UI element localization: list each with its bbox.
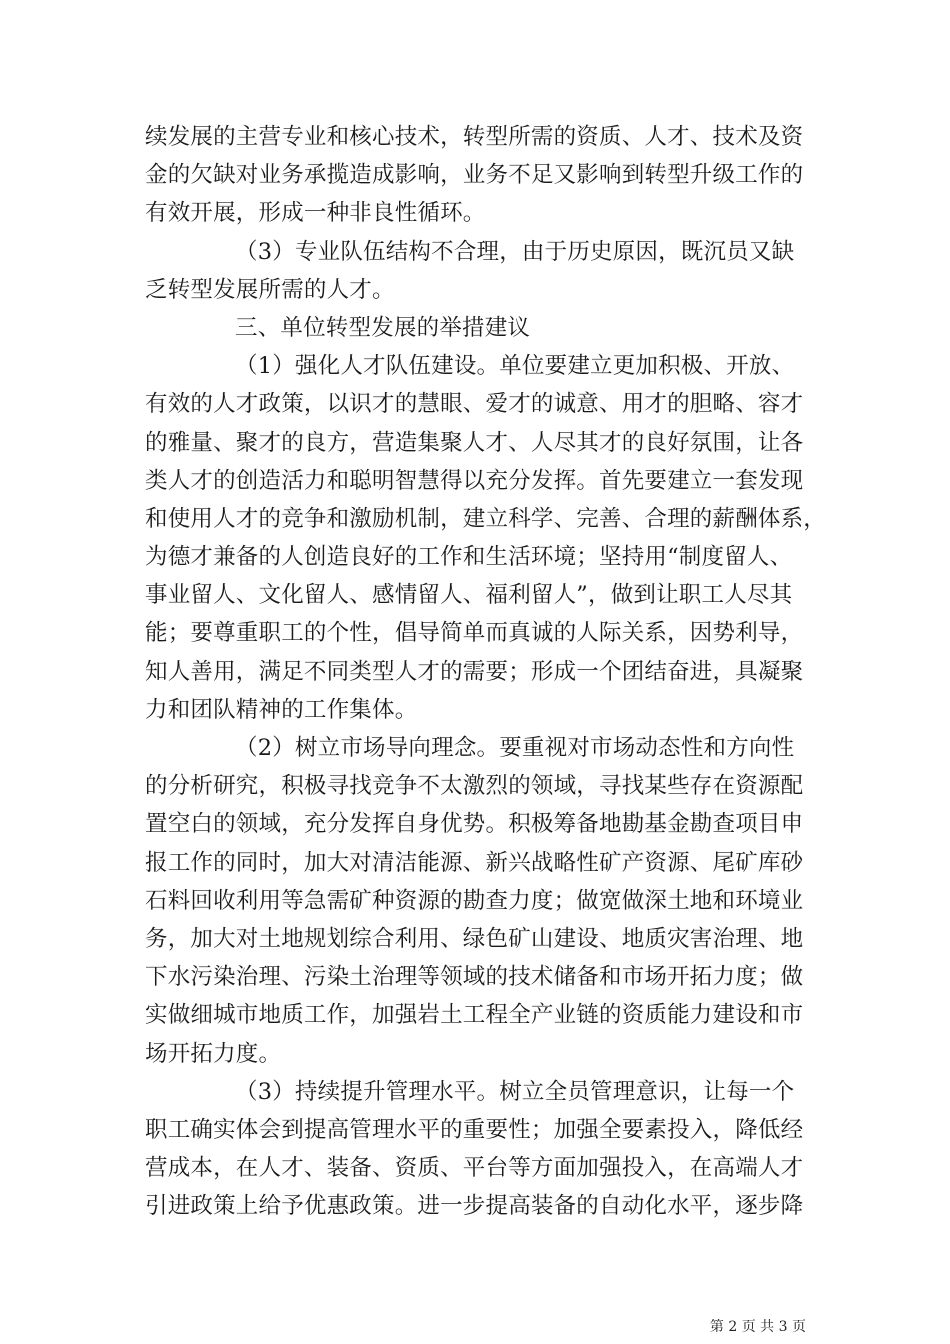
text-line: 类人才的创造活力和聪明智慧得以充分发挥。首先要建立一套发现 <box>145 467 804 494</box>
text-line: 为德才兼备的人创造良好的工作和生活环境；坚持用“制度留人、 <box>145 544 793 571</box>
text-line: 营成本，在人才、装备、资质、平台等方面加强投入，在高端人才 <box>145 1155 804 1182</box>
body-text <box>145 118 825 1225</box>
text-line: 和使用人才的竞争和激励机制，建立科学、完善、合理的薪酬体系， <box>145 505 827 532</box>
paragraph-start-line: （2）树立市场导向理念。要重视对市场动态性和方向性 <box>235 735 795 761</box>
text-line: 的雅量、聚才的良方，营造集聚人才、人尽其才的良好氛围，让各 <box>145 429 804 456</box>
text-line: 有效开展，形成一种非良性循环。 <box>145 200 486 227</box>
text-line: 知人善用，满足不同类型人才的需要；形成一个团结奋进，具凝聚 <box>145 658 804 685</box>
text-line: 的分析研究，积极寻找竞争不太激烈的领域，寻找某些存在资源配 <box>145 773 804 800</box>
text-line: 有效的人才政策，以识才的慧眼、爱才的诚意、用才的胆略、容才 <box>145 391 804 418</box>
text-line: 务，加大对土地规划综合利用、绿色矿山建设、地质灾害治理、地 <box>145 925 804 952</box>
text-line: 职工确实体会到提高管理水平的重要性；加强全要素投入，降低经 <box>145 1116 804 1143</box>
text-line: 报工作的同时，加大对清洁能源、新兴战略性矿产资源、尾矿库砂 <box>145 849 804 876</box>
text-line: 实做细城市地质工作，加强岩土工程全产业链的资质能力建设和市 <box>145 1002 804 1029</box>
text-line: 石料回收利用等急需矿种资源的勘查力度；做宽做深土地和环境业 <box>145 887 804 914</box>
paragraph-start-line: （3）专业队伍结构不合理，由于历史原因，既沉员又缺 <box>235 238 795 265</box>
text-line: 下水污染治理、污染土治理等领域的技术储备和市场开拓力度；做 <box>145 964 804 991</box>
text-line: 引进政策上给予优惠政策。进一步提高装备的自动化水平，逐步降 <box>145 1193 804 1220</box>
section-heading: 三、单位转型发展的举措建议 <box>235 314 531 341</box>
page-number: 第 2 页 共 3 页 <box>709 1319 806 1335</box>
text-line: 乏转型发展所需的人才。 <box>145 276 395 303</box>
text-line: 能；要尊重职工的个性，倡导简单而真诚的人际关系，因势利导， <box>145 620 804 647</box>
text-line: 置空白的领域，充分发挥自身优势。积极筹备地勘基金勘查项目申 <box>145 811 804 838</box>
text-line: 场开拓力度。 <box>145 1040 282 1067</box>
text-line: 事业留人、文化留人、感情留人、福利留人”，做到让职工人尽其 <box>145 582 793 609</box>
paragraph-start-line: （3）持续提升管理水平。树立全员管理意识，让每一个 <box>235 1078 795 1105</box>
paragraph-start-line: （1）强化人才队伍建设。单位要建立更加积极、开放、 <box>235 353 795 380</box>
text-line: 力和团队精神的工作集体。 <box>145 696 418 723</box>
text-line: 金的欠缺对业务承揽造成影响，业务不足又影响到转型升级工作的 <box>145 162 804 189</box>
text-line: 续发展的主营专业和核心技术，转型所需的资质、人才、技术及资 <box>145 124 804 150</box>
